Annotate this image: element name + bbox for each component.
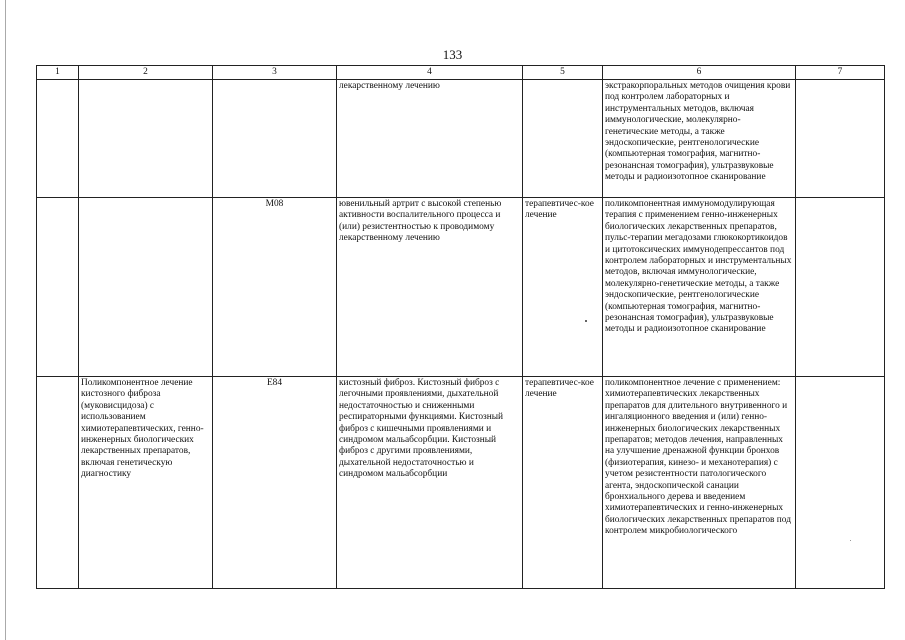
row-number-cell — [37, 80, 79, 198]
diagnosis-cell: кистозный фиброз. Кистозный фиброз с легочными проявлениями, дыхательной недостаточностью и сниженными респираторными функциями. Кистозный фиброз с кишечными проявлениями и синдромом мальабсорбции. Кистозный фиброз с другими проявлениями, дыхательной недостаточностью и синдромом мальабсорбции — [337, 377, 523, 589]
column-number: 5 — [523, 66, 603, 80]
diagnosis-cell: ювенильный артрит с высокой степенью активности воспалительного процесса и (или) резистентностью к проводимому лекарственному лечению — [337, 198, 523, 377]
icd-code-cell — [213, 80, 337, 198]
scan-speck — [850, 540, 851, 541]
column-number: 2 — [79, 66, 213, 80]
treatment-group-cell — [79, 80, 213, 198]
icd-code-cell: M08 — [213, 198, 337, 377]
treatment-type-cell: терапевтичес-кое лечение — [523, 377, 603, 589]
column-number: 4 — [337, 66, 523, 80]
row-number-cell — [37, 198, 79, 377]
column-number: 3 — [213, 66, 337, 80]
table-row — [37, 80, 885, 198]
treatment-type-cell — [523, 80, 603, 198]
treatment-type-cell: терапевтичес-кое лечение — [523, 198, 603, 377]
treatment-group-cell — [79, 198, 213, 377]
diagnosis-cell: лекарственному лечению — [337, 80, 523, 198]
treatment-method-cell: поликомпонентная иммуномодулирующая терапия с применением генно-инженерных биологических лекарственных препаратов, пульс-терапии мегадозами глюкокортикоидов и цитотоксических иммунодепрессантов под контролем лабораторных и инструментальных методов, включая иммунологические, молекулярно-генетические методы, а также эндоскопические, рентгенологические (компьютерная томография, магнитно-резонансная томография), ультразвуковые методы и радиоизотопное сканирование — [603, 198, 796, 377]
column-number: 1 — [37, 66, 79, 80]
table-row — [37, 377, 885, 589]
column-number-row — [37, 66, 885, 80]
scan-dot — [585, 320, 587, 322]
page-number: 133 — [442, 47, 463, 62]
treatment-method-cell: экстракорпоральных методов очищения крови под контролем лабораторных и инструментальных методов, включая иммунологические, молекулярно-генетические методы, а также эндоскопические, рентгенологические (компьютерная томография, магнитно-резонансная томография), ультразвуковые методы и радиоизотопное сканирование — [603, 80, 796, 198]
norm-cell — [796, 80, 885, 198]
table-row — [37, 198, 885, 377]
row-number-cell — [37, 377, 79, 589]
column-number: 6 — [603, 66, 796, 80]
page-left-edge — [5, 0, 6, 640]
column-number: 7 — [796, 66, 885, 80]
norm-cell — [796, 198, 885, 377]
icd-code-cell: E84 — [213, 377, 337, 589]
treatment-group-cell: Поликомпонентное лечение кистозного фиброза (муковисцидоза) с использованием химиотерапевтических, генно-инженерных биологических лекарственных препаратов, включая генетическую диагностику — [79, 377, 213, 589]
norm-cell — [796, 377, 885, 589]
document-table — [36, 65, 885, 589]
treatment-method-cell: поликомпонентное лечение с применением: химиотерапевтических лекарственных препаратов для длительного внутривенного и ингаляционного введения и (или) генно-инженерных биологических лекарственных препаратов; методов лечения, направленных на улучшение дренажной функции бронхов (физиотерапия, кинезо- и механотерапия) с учетом резистентности патологического агента, эндоскопической санации бронхиального дерева и введением химиотерапевтических и генно-инженерных биологических лекарственных препаратов под контролем микробиологического — [603, 377, 796, 589]
